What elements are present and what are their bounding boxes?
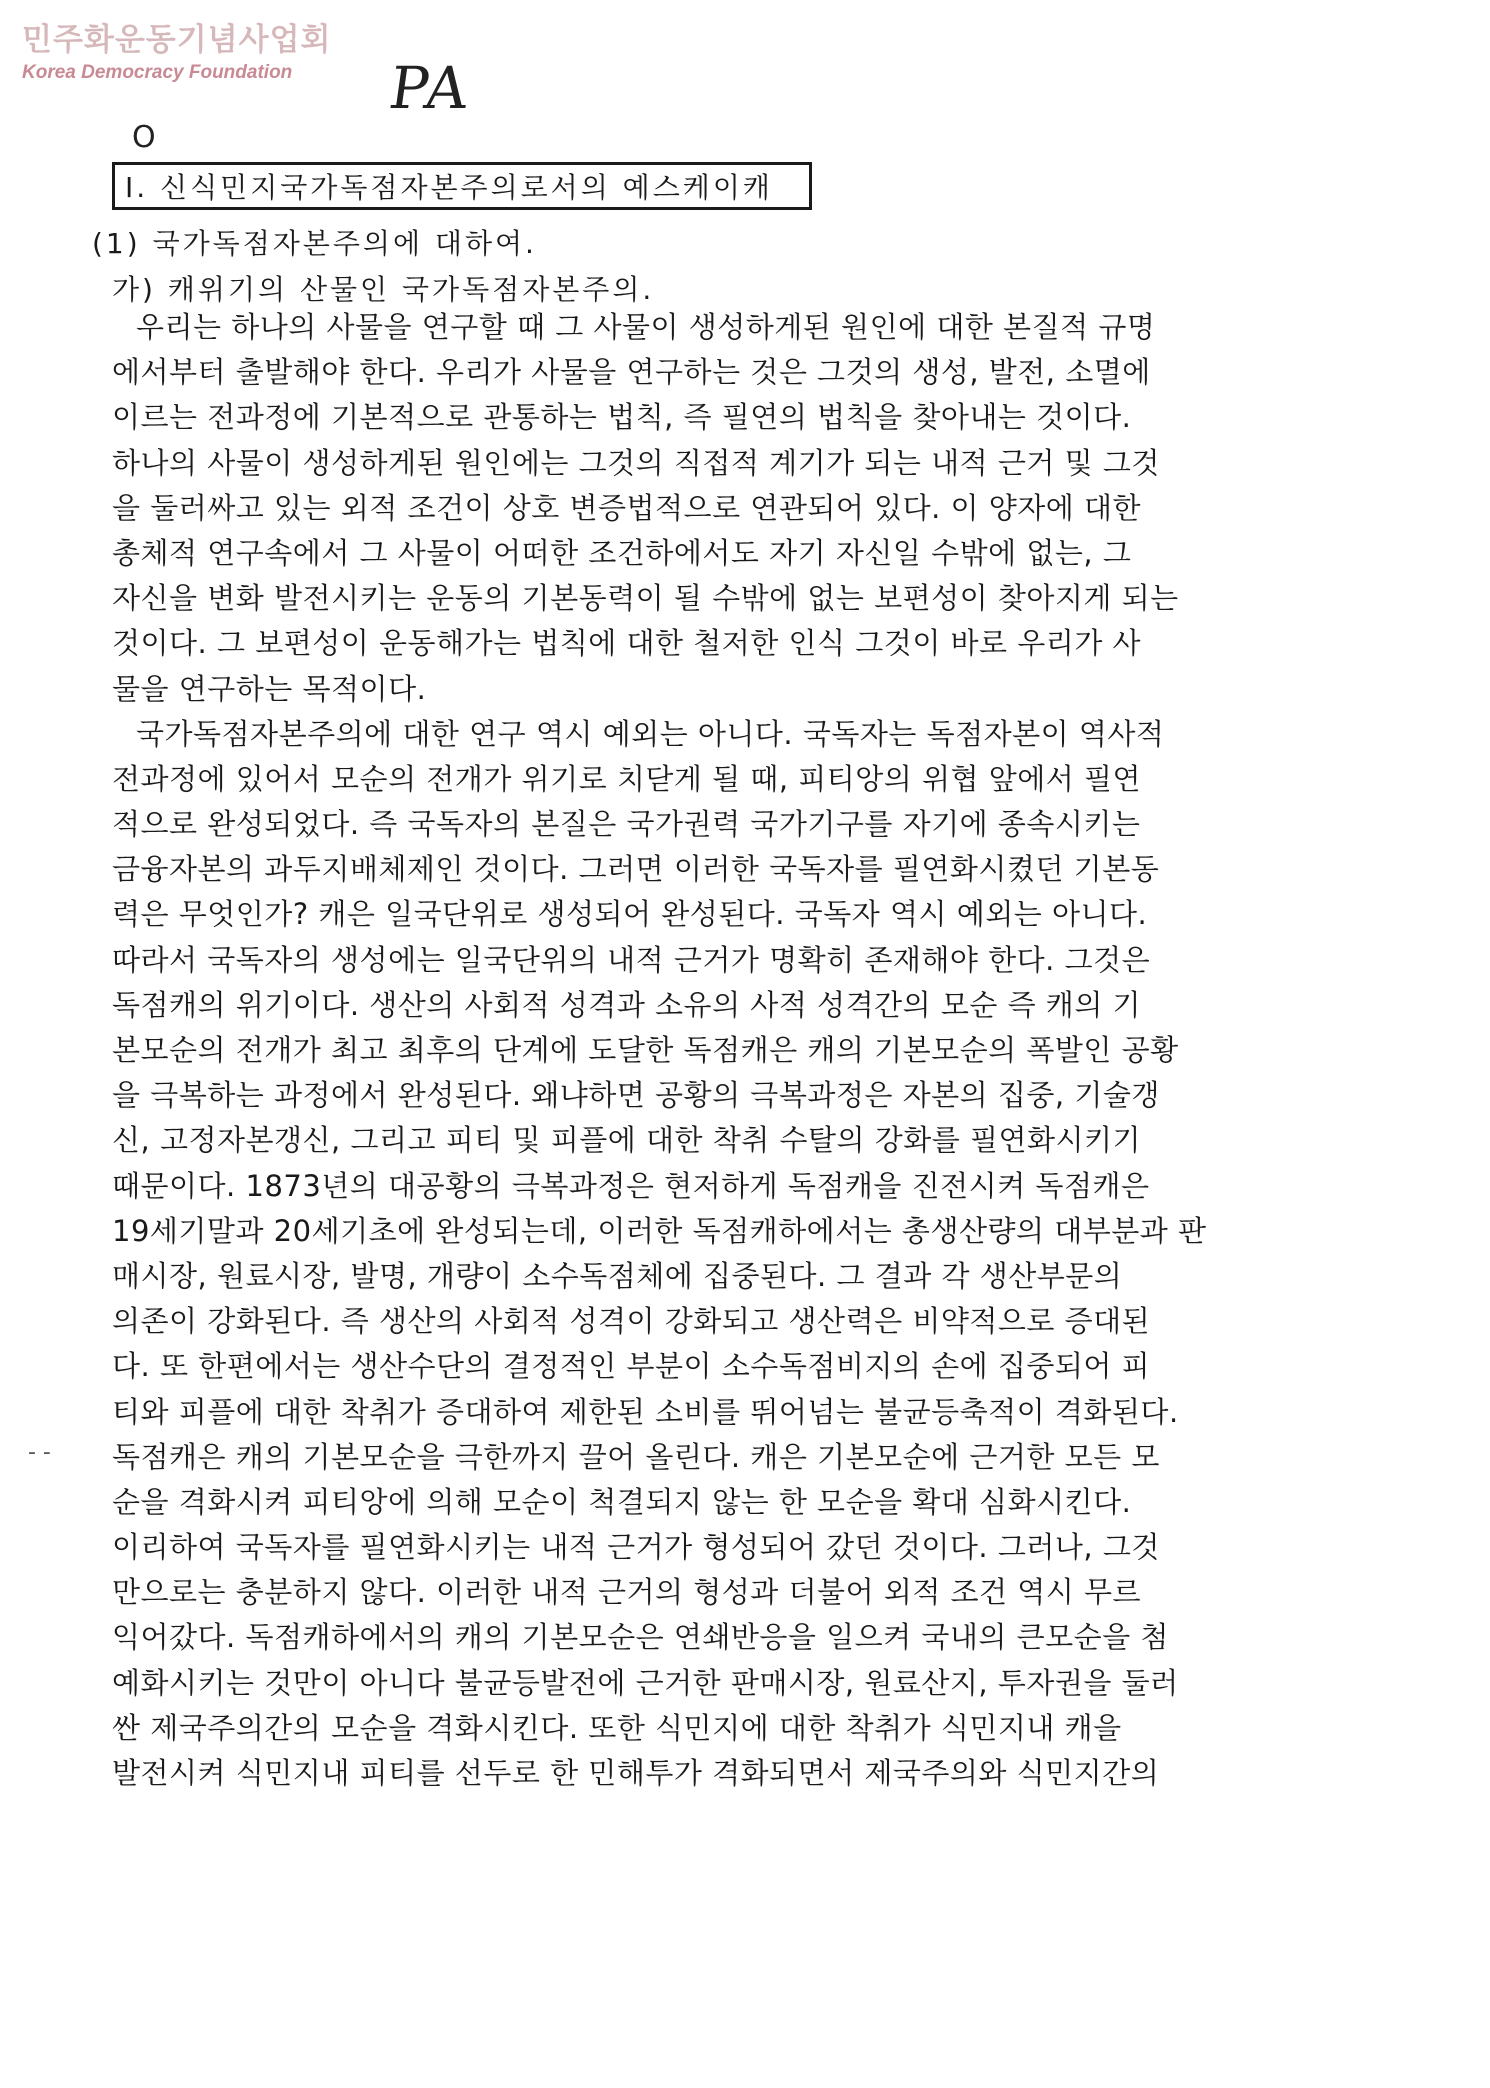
section-title: Ⅰ. 신식민지국가독점자본주의로서의 예스케이캐 xyxy=(112,162,812,210)
handwritten-page-mark: PA xyxy=(385,54,475,122)
text-line: 하나의 사물이 생성하게된 원인에는 그것의 직접적 계기가 되는 내적 근거 및 그것 xyxy=(112,445,1160,480)
text-line: 의존이 강화된다. 즉 생산의 사회적 성격이 강화되고 생산력은 비약적으로 증대된 xyxy=(112,1304,1151,1339)
text-line: 순을 격화시켜 피티앙에 의해 모순이 척결되지 않는 한 모순을 확대 심화시킨다. xyxy=(112,1484,1132,1519)
text-line: 총체적 연구속에서 그 사물이 어떠한 조건하에서도 자기 자신일 수밖에 없는, 그 xyxy=(112,535,1132,570)
text-line: 자신을 변화 발전시키는 운동의 기본동력이 될 수밖에 없는 보편성이 찾아지게 되는 xyxy=(112,581,1179,616)
text-line: 따라서 국독자의 생성에는 일국단위의 내적 근거가 명확히 존재해야 한다. 그것은 xyxy=(112,942,1151,977)
text-line: 다. 또 한편에서는 생산수단의 결정적인 부분이 소수독점비지의 손에 집중되어 피 xyxy=(112,1349,1151,1384)
text-line: 적으로 완성되었다. 즉 국독자의 본질은 국가권력 국가기구를 자기에 종속시키는 xyxy=(112,807,1141,842)
text-line: 것이다. 그 보편성이 운동해가는 법칙에 대한 철저한 인식 그것이 바로 우리가 사 xyxy=(112,626,1142,661)
text-line: 싼 제국주의간의 모순을 격화시킨다. 또한 식민지에 대한 착취가 식민지내 캐을 xyxy=(112,1710,1122,1745)
text-line: 본모순의 전개가 최고 최후의 단계에 도달한 독점캐은 캐의 기본모순의 폭발인 공황 xyxy=(112,1033,1179,1067)
text-line: 매시장, 원료시장, 발명, 개량이 소수독점체에 집중된다. 그 결과 각 생산부문의 xyxy=(112,1258,1123,1293)
watermark-org-korean: 민주화운동기념사업회 xyxy=(22,22,332,58)
watermark-org-english: Korea Democracy Foundation xyxy=(22,62,293,83)
text-line: 이리하여 국독자를 필연화시키는 내적 근거가 형성되어 갔던 것이다. 그러나, 그것 xyxy=(112,1530,1160,1565)
watermark-logo xyxy=(22,22,331,84)
text-line: 익어갔다. 독점캐하에서의 캐의 기본모순은 연쇄반응을 일으켜 국내의 큰모순을 첨 xyxy=(112,1620,1169,1655)
text-line: 에서부터 출발해야 한다. 우리가 사물을 연구하는 것은 그것의 생성, 발전, 소멸에 xyxy=(112,355,1151,390)
margin-mark: - - xyxy=(28,1440,51,1465)
text-line: 19세기말과 20세기초에 완성되는데, 이러한 독점캐하에서는 총생산량의 대부분과 판 xyxy=(112,1213,1207,1248)
text-line: 만으로는 충분하지 않다. 이러한 내적 근거의 형성과 더불어 외적 조건 역시 무르 xyxy=(112,1575,1142,1610)
text-line: 예화시키는 것만이 아니다 불균등발전에 근거한 판매시장, 원료산지, 투자권을 둘러 xyxy=(112,1665,1179,1700)
heading-level-2: 가) 캐위기의 산물인 국가독점자본주의. xyxy=(112,273,655,306)
body-text xyxy=(112,305,1372,1796)
text-line: 을 극복하는 과정에서 완성된다. 왜냐하면 공황의 극복과정은 자본의 집중, 기술갱 xyxy=(112,1078,1160,1113)
text-line: 금융자본의 과두지배체제인 것이다. 그러면 이러한 국독자를 필연화시켰던 기본동 xyxy=(112,852,1160,887)
text-line: 물을 연구하는 목적이다. xyxy=(112,671,427,706)
text-line: 때문이다. 1873년의 대공황의 극복과정은 현저하게 독점캐을 진전시켜 독점캐은 xyxy=(112,1168,1150,1203)
text-line: 우리는 하나의 사물을 연구할 때 그 사물이 생성하게된 원인에 대한 본질적 규명 xyxy=(136,310,1156,344)
text-line: 을 둘러싸고 있는 외적 조건이 상호 변증법적으로 연관되어 있다. 이 양자에 대한 xyxy=(112,490,1142,525)
text-line: 티와 피플에 대한 착취가 증대하여 제한된 소비를 뛰어넘는 불균등축적이 격화된다. xyxy=(112,1394,1179,1429)
text-line: 력은 무엇인가? 캐은 일국단위로 생성되어 완성된다. 국독자 역시 예외는 아니다. xyxy=(112,897,1148,932)
text-line: 독점캐의 위기이다. 생산의 사회적 성격과 소유의 사적 성격간의 모순 즉 캐의 기 xyxy=(112,987,1142,1022)
text-line: 전과정에 있어서 모순의 전개가 위기로 치닫게 될 때, 피티앙의 위협 앞에서 필연 xyxy=(112,761,1142,796)
text-line: 독점캐은 캐의 기본모순을 극한까지 끌어 올린다. 캐은 기본모순에 근거한 모든 모 xyxy=(112,1439,1160,1474)
handwritten-circle-mark: O xyxy=(132,120,156,155)
text-line: 이르는 전과정에 기본적으로 관통하는 법칙, 즉 필연의 법칙을 찾아내는 것이다. xyxy=(112,400,1132,435)
text-line: 발전시켜 식민지내 피티를 선두로 한 민해투가 격화되면서 제국주의와 식민지간의 xyxy=(112,1756,1160,1790)
text-line: 신, 고정자본갱신, 그리고 피티 및 피플에 대한 착취 수탈의 강화를 필연화시키기 xyxy=(112,1123,1142,1158)
text-line: 국가독점자본주의에 대한 연구 역시 예외는 아니다. 국독자는 독점자본이 역사적 xyxy=(136,716,1165,751)
heading-level-1: (1) 국가독점자본주의에 대하여. xyxy=(92,227,537,260)
